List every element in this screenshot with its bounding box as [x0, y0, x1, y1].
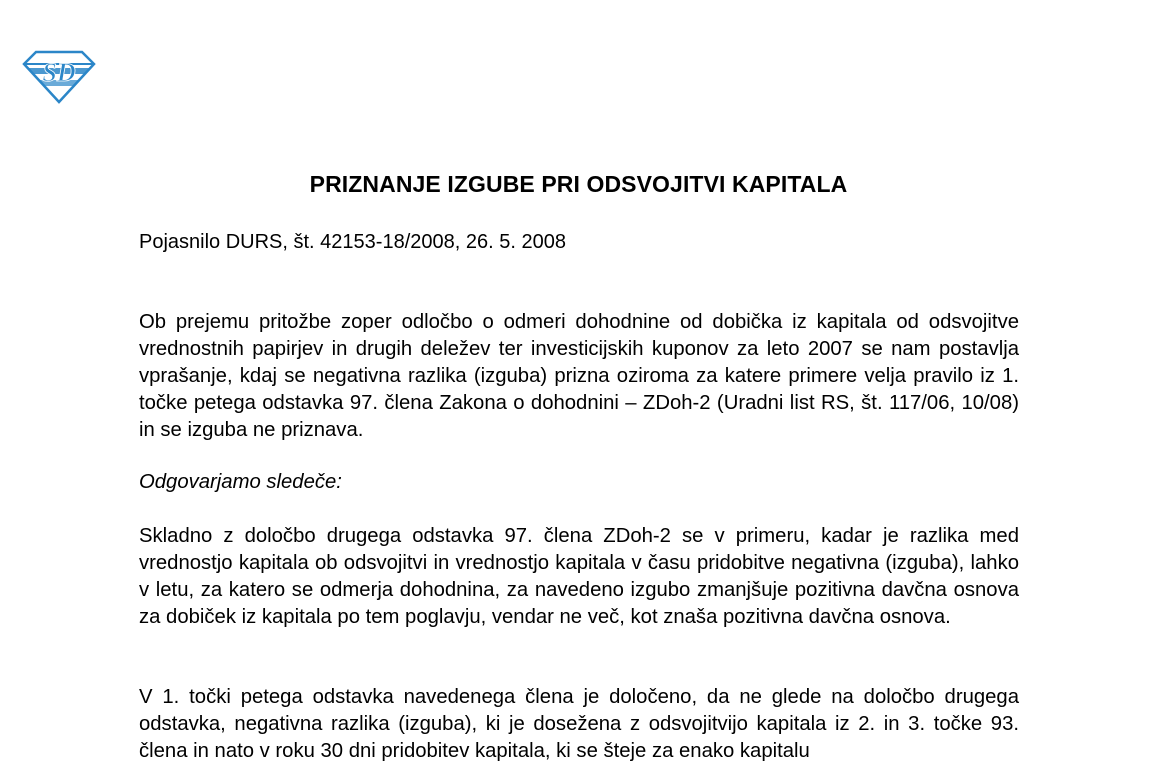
logo-text: SD: [42, 58, 76, 87]
document-subtitle: Pojasnilo DURS, št. 42153-18/2008, 26. 5. 2008: [139, 231, 566, 253]
paragraph-reply-heading: Odgovarjamo sledeče:: [139, 471, 342, 493]
paragraph-answer-1: Skladno z določbo drugega odstavka 97. člena ZDoh-2 se v primeru, kadar je razlika med vrednostjo kapitala ob odsvojitvi in vrednostjo kapitala v času pridobitve negativna (izguba), lahko v letu, za katero se odmerja dohodnina, za navedeno izgubo zmanjšuje pozitivna davčna osnova za dobiček iz kapitala po tem poglavju, vendar ne več, kot znaša pozitivna davčna osnova.: [139, 525, 1019, 628]
paragraph-question: Ob prejemu pritožbe zoper odločbo o odmeri dohodnine od dobička iz kapitala od odsvojitve vrednostnih papirjev in drugih deležev ter investicijskih kuponov za leto 2007 se nam postavlja vprašanje, kdaj se negativna razlika (izguba) prizna oziroma za katere primere velja pravilo iz 1. točke petega odstavka 97. člena Zakona o dohodnini – ZDoh-2 (Uradni list RS, št. 117/06, 10/08) in se izguba ne priznava.: [139, 311, 1019, 441]
company-logo: [22, 50, 96, 104]
document-title: PRIZNANJE IZGUBE PRI ODSVOJITVI KAPITALA: [309, 171, 848, 197]
paragraph-answer-2: V 1. točki petega odstavka navedenega člena je določeno, da ne glede na določbo drugega odstavka, negativna razlika (izguba), ki je dosežena z odsvojitvijo kapitala iz 2. in 3. točke 93. člena in nato v roku 30 dni pridobitev kapitala, ki se šteje za enako kapitalu: [139, 686, 1019, 762]
